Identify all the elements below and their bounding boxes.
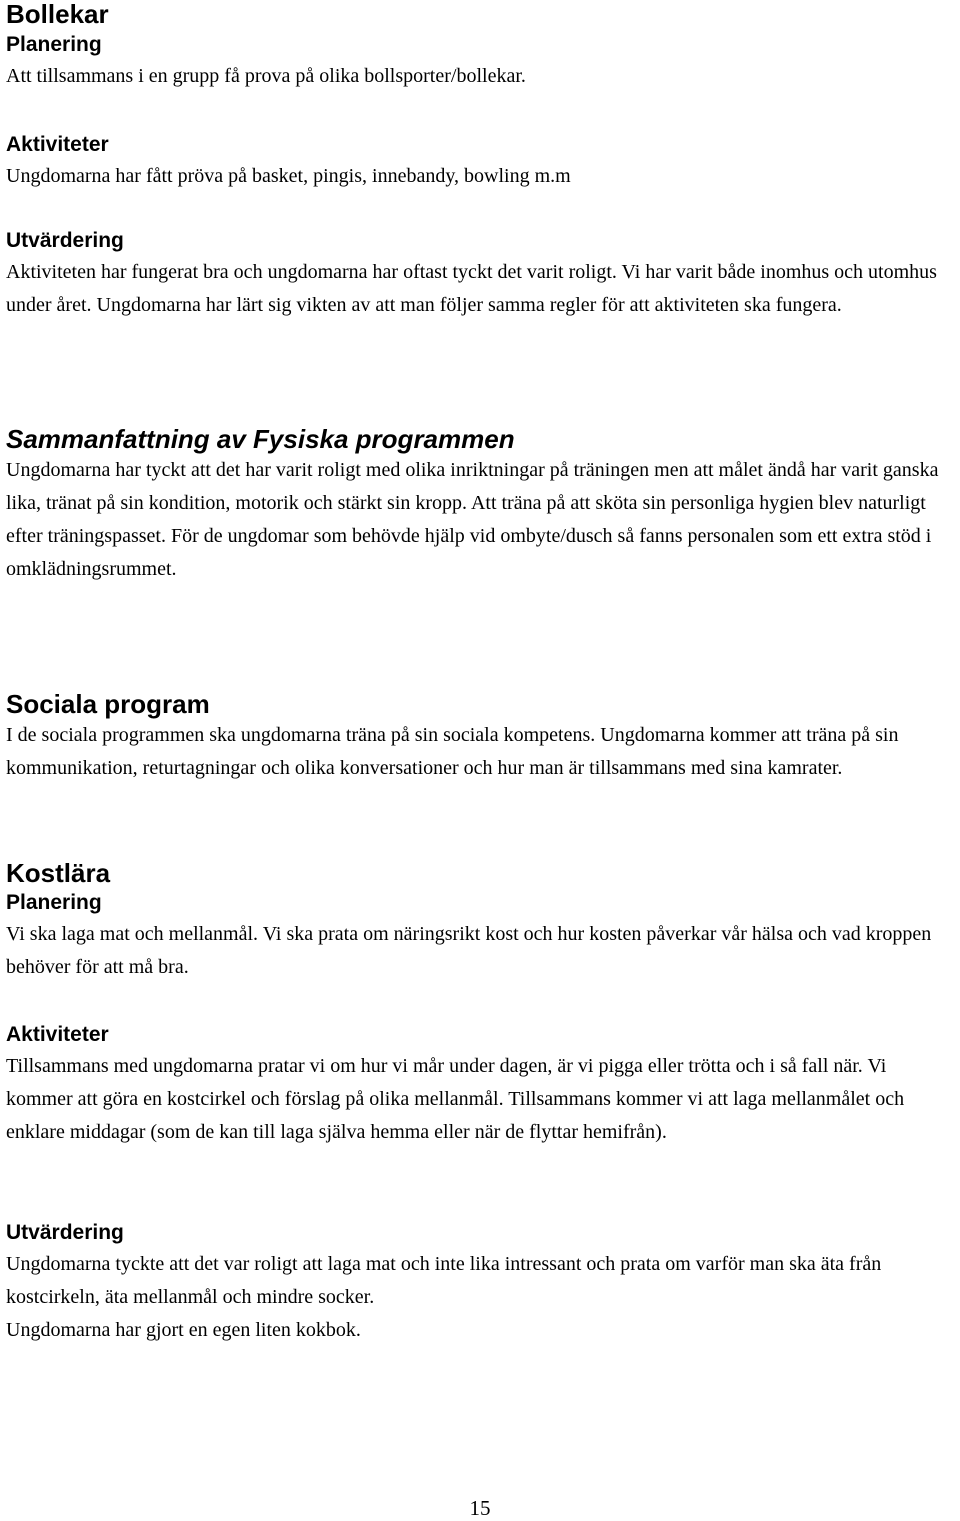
paragraph-sociala: I de sociala programmen ska ungdomarna träna på sin sociala kompetens. Ungdomarna kommer att träna på sin kommunikation, returtagningar och olika konversationer och hur man är tillsammans med sina kamrater. bbox=[6, 724, 899, 779]
section-title: Sociala program bbox=[6, 689, 210, 719]
section-bollekar bbox=[6, 0, 954, 93]
subheading-planering: Planering bbox=[6, 891, 102, 914]
section-sociala bbox=[6, 689, 954, 785]
paragraph-utvardering: Aktiviteten har fungerat bra och ungdomarna har oftast tyckt det varit roligt. Vi har varit både inomhus och utomhus under året. Ungdomarna har lärt sig vikten av att man följer samma regler för att aktiviteten ska fungera. bbox=[6, 261, 937, 316]
section-kostlara-aktiviteter bbox=[6, 1020, 954, 1149]
paragraph-utvardering: Ungdomarna tyckte att det var roligt att laga mat och inte lika intressant och prata om varför man ska äta från kostcirkeln, äta mellanmål och mindre socker. bbox=[6, 1253, 882, 1308]
section-title: Kostlära bbox=[6, 858, 111, 888]
page-number: 15 bbox=[469, 1496, 491, 1520]
subheading-utvardering: Utvärdering bbox=[6, 1221, 124, 1244]
section-title: Bollekar bbox=[6, 0, 109, 29]
paragraph-aktiviteter: Ungdomarna har fått pröva på basket, pingis, innebandy, bowling m.m bbox=[6, 165, 571, 187]
section-sammanfattning bbox=[6, 424, 954, 586]
section-bollekar-utvardering bbox=[6, 226, 954, 322]
subheading-utvardering: Utvärdering bbox=[6, 229, 124, 252]
section-title: Sammanfattning av Fysiska programmen bbox=[6, 424, 515, 454]
paragraph-planering: Att tillsammans i en grupp få prova på olika bollsporter/bollekar. bbox=[6, 65, 526, 87]
section-bollekar-aktiviteter bbox=[6, 130, 954, 193]
paragraph-utvardering-2: Ungdomarna har gjort en egen liten kokbok. bbox=[6, 1319, 361, 1341]
section-kostlara-utvardering bbox=[6, 1218, 954, 1347]
section-kostlara bbox=[6, 858, 954, 984]
paragraph-sammanfattning: Ungdomarna har tyckt att det har varit roligt med olika inriktningar på träningen men att målet ändå har varit ganska lika, tränat på sin kondition, motorik och stärkt sin kropp. Att träna på att sköta sin personliga hygien blev naturligt efter träningspasset. För de ungdomar som behövde hjälp vid ombyte/dusch så fanns personalen som ett extra stöd i omklädningsrummet. bbox=[6, 459, 939, 580]
subheading-aktiviteter: Aktiviteter bbox=[6, 1023, 109, 1046]
subheading-aktiviteter: Aktiviteter bbox=[6, 133, 109, 156]
subheading-planering: Planering bbox=[6, 33, 102, 56]
paragraph-aktiviteter: Tillsammans med ungdomarna pratar vi om hur vi mår under dagen, är vi pigga eller trötta och i så fall när. Vi kommer att göra en kostcirkel och förslag på olika mellanmål. Tillsammans kommer vi att laga mellanmålet och enklare middagar (som de kan till laga själva hemma eller när de flyttar hemifrån). bbox=[6, 1055, 905, 1143]
paragraph-planering: Vi ska laga mat och mellanmål. Vi ska prata om näringsrikt kost och hur kosten påverkar vår hälsa och vad kroppen behöver för att må bra. bbox=[6, 923, 932, 978]
